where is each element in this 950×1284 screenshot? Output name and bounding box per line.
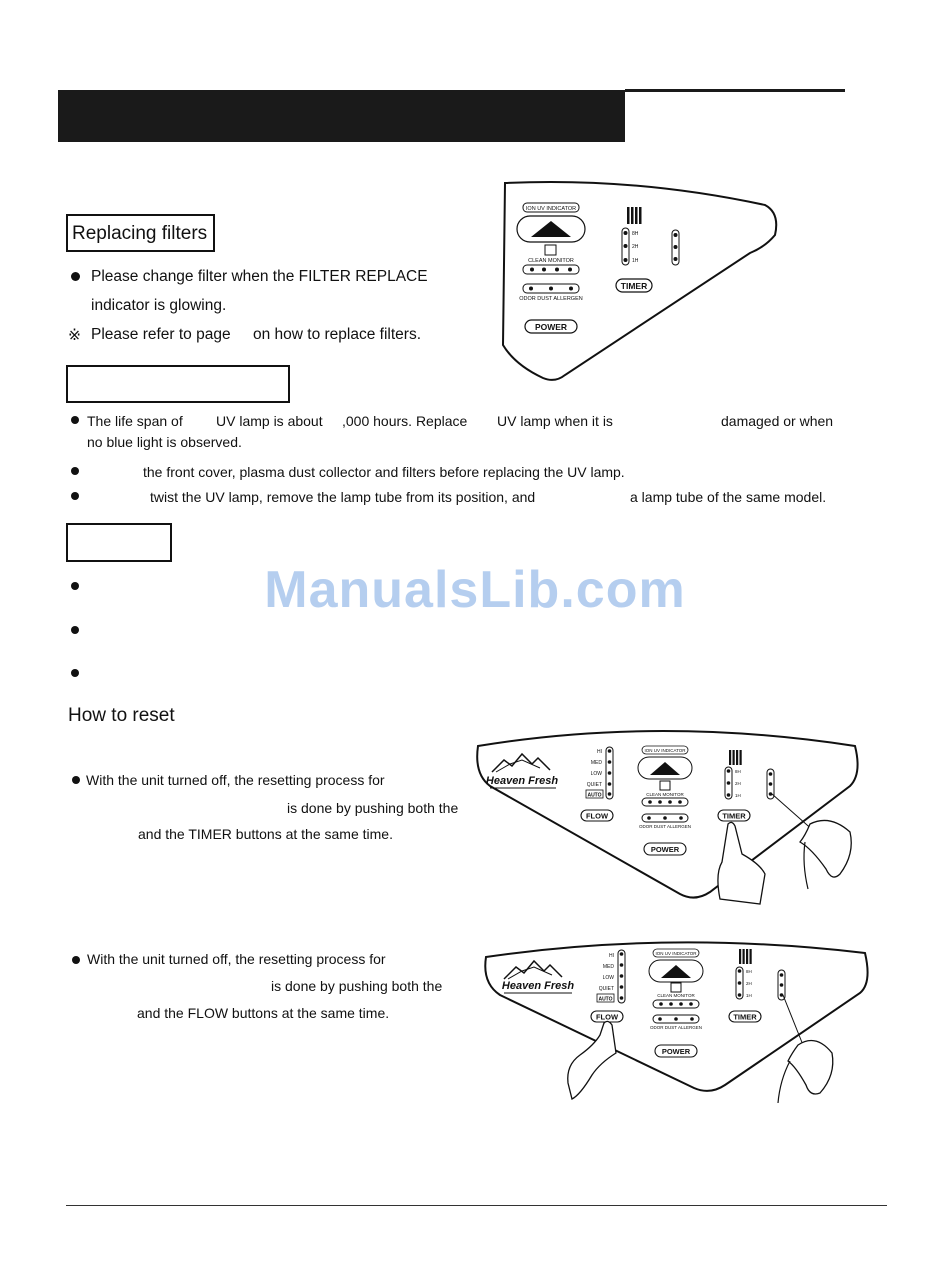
reset-a-line1: With the unit turned off, the resetting process for [86, 772, 385, 788]
reset-heading: How to reset [68, 705, 175, 726]
filter-text-line3b: on how to replace filters. [253, 326, 422, 343]
brand-logo: Heaven Fresh [501, 980, 575, 992]
footer-rule [66, 1205, 887, 1206]
filter-text-line3a: Please refer to page [91, 326, 231, 343]
bullet [71, 467, 79, 475]
control-panel-reset-timer [470, 724, 865, 909]
ion-uv-label: ION UV INDICATOR [525, 206, 577, 212]
hand-icon [788, 1041, 833, 1095]
timer-8h-label: 8H [735, 769, 741, 774]
flow-med-label: MED [602, 964, 614, 970]
flow-quiet-label: QUIET [598, 986, 614, 992]
header-rule [625, 89, 845, 92]
reference-mark: ※ [68, 327, 81, 344]
uv-text-d: UV lamp when it is [497, 413, 613, 429]
clean-monitor-label: CLEAN MONITOR [646, 792, 684, 797]
bullet [71, 492, 79, 500]
bullet [71, 272, 80, 281]
flow-auto-label: AUTO [598, 996, 613, 1003]
power-button[interactable]: POWER [534, 322, 568, 332]
clean-monitor-label: CLEAN MONITOR [657, 993, 695, 998]
timer-button[interactable]: TIMER [733, 1012, 757, 1022]
timer-1h-label: 1H [746, 993, 752, 998]
control-panel-reset-flow [480, 935, 875, 1110]
timer-1h-label: 1H [735, 793, 741, 798]
uv-text-c: ,000 hours. Replace [342, 413, 468, 429]
brand-logo: Heaven Fresh [485, 775, 559, 787]
timer-2h-label: 2H [746, 981, 752, 986]
finger-icon [718, 822, 765, 904]
timer-2h-label: 2H [735, 781, 741, 786]
flow-low-label: LOW [590, 771, 602, 777]
header-bar [58, 90, 625, 142]
flow-button[interactable]: FLOW [585, 811, 609, 821]
filter-text-line2: indicator is glowing. [91, 297, 227, 314]
bullet [71, 669, 79, 677]
finger-icon [568, 1021, 616, 1099]
odor-dust-label: ODOR DUST ALLERGEN [519, 296, 583, 302]
section-title-3 [66, 523, 172, 562]
flow-hi-label: HI [609, 953, 614, 959]
bullet [71, 626, 79, 634]
uv-text-a: The life span of [87, 413, 183, 429]
reset-b-line2: is done by pushing both the [271, 978, 443, 994]
uv-text-line2: no blue light is observed. [87, 434, 242, 450]
section-title-replacing-filters: Replacing filters [66, 214, 215, 252]
filter-text-line1: Please change filter when the FILTER REPLACE [91, 268, 428, 285]
section-title-uv-lamp [66, 365, 290, 403]
uv-text-p3b: a lamp tube of the same model. [630, 489, 827, 505]
reset-b-line3: and the FLOW buttons at the same time. [137, 1005, 390, 1021]
bullet [72, 776, 80, 784]
uv-text-p3a: twist the UV lamp, remove the lamp tube from its position, and [150, 489, 536, 505]
reset-a-line3: and the TIMER buttons at the same time. [138, 826, 393, 842]
reset-b-line1: With the unit turned off, the resetting process for [87, 951, 386, 967]
timer-button[interactable]: TIMER [620, 281, 648, 291]
flow-low-label: LOW [602, 975, 614, 981]
uv-text-b: UV lamp is about [216, 413, 323, 429]
timer-2h-label: 2H [632, 244, 639, 250]
power-button[interactable]: POWER [650, 845, 680, 854]
flow-auto-label: AUTO [587, 792, 602, 799]
clean-monitor-label: CLEAN MONITOR [528, 258, 574, 264]
power-button[interactable]: POWER [661, 1047, 691, 1056]
bullet [72, 956, 80, 964]
ion-uv-label: ION UV INDICATOR [655, 951, 697, 956]
uv-text-p2: the front cover, plasma dust collector and filters before replacing the UV lamp. [143, 464, 625, 480]
reset-a-line2: is done by pushing both the [287, 800, 459, 816]
hand-icon [800, 820, 851, 877]
control-panel-illustration [495, 175, 790, 390]
timer-8h-label: 8H [746, 969, 752, 974]
timer-1h-label: 1H [632, 258, 639, 264]
uv-text-e: damaged or when [721, 413, 834, 429]
timer-button[interactable]: TIMER [722, 811, 746, 821]
watermark: ManualsLib.com [264, 561, 686, 619]
flow-hi-label: HI [597, 749, 602, 755]
flow-button[interactable]: FLOW [595, 1012, 619, 1022]
odor-dust-label: ODOR DUST ALLERGEN [639, 824, 691, 829]
odor-dust-label: ODOR DUST ALLERGEN [650, 1025, 702, 1030]
timer-8h-label: 8H [632, 231, 639, 237]
flow-med-label: MED [590, 760, 602, 766]
ion-uv-label: ION UV INDICATOR [644, 748, 686, 753]
bullet [71, 416, 79, 424]
flow-quiet-label: QUIET [586, 782, 602, 788]
